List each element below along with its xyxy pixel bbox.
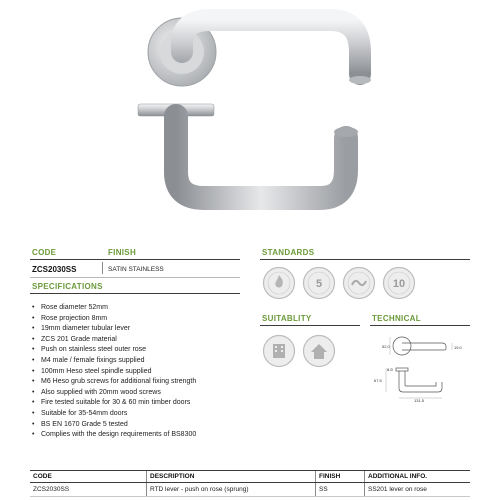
table-header-row bbox=[30, 471, 470, 483]
finish-column-label: FINISH bbox=[108, 248, 137, 257]
order-table bbox=[30, 470, 470, 497]
commercial-building-icon bbox=[262, 334, 296, 368]
dim-projection: 67.5 bbox=[374, 378, 382, 383]
code-column-label: CODE bbox=[32, 248, 57, 257]
spec-item: • 19mm diameter tubular lever bbox=[32, 324, 196, 335]
product-code: ZCS2030SS bbox=[32, 265, 77, 274]
spec-item: • BS EN 1670 Grade 5 tested bbox=[32, 420, 196, 431]
corrosion-resistance-badge-icon bbox=[342, 266, 376, 300]
dim-lever-length: 131.5 bbox=[414, 398, 425, 402]
table-row bbox=[30, 483, 470, 497]
row-divider bbox=[30, 277, 240, 278]
spec-item: • Suitable for 35-54mm doors bbox=[32, 409, 196, 420]
residential-house-icon bbox=[302, 334, 336, 368]
technical-divider bbox=[370, 325, 470, 326]
spec-item: • M4 male / female fixings supplied bbox=[32, 356, 196, 367]
technical-heading: TECHNICAL bbox=[372, 314, 421, 323]
lever-handle-illustration bbox=[0, 0, 500, 232]
grade-5-badge-icon bbox=[302, 266, 336, 300]
suitability-divider bbox=[260, 325, 360, 326]
spec-item: • Rose diameter 52mm bbox=[32, 303, 196, 314]
dim-rose-diameter: 52.0 bbox=[382, 344, 390, 349]
spec-item: • Complies with the design requirements of BS8300 bbox=[32, 430, 196, 441]
fire-rated-badge-icon bbox=[262, 266, 296, 300]
cell-code: ZCS2030SS bbox=[30, 483, 147, 497]
col-additional-info: ADDITIONAL INFO. bbox=[365, 471, 471, 483]
suitability-heading: SUITABLITY bbox=[262, 314, 312, 323]
spec-item: • ZCS 201 Grade material bbox=[32, 335, 196, 346]
spec-item: • M6 Heso grub screws for additional fixing strength bbox=[32, 377, 196, 388]
standards-divider bbox=[260, 259, 470, 260]
dim-rose-projection: 8.0 bbox=[387, 367, 393, 372]
product-finish: SATIN STAINLESS bbox=[108, 266, 164, 273]
header-divider bbox=[30, 259, 240, 260]
grade-5-badge-text: 5 bbox=[315, 278, 323, 290]
spec-item: • Also supplied with 20mm wood screws bbox=[32, 388, 196, 399]
col-description: DESCRIPTION bbox=[147, 471, 316, 483]
specifications-list bbox=[32, 303, 196, 441]
technical-drawing bbox=[372, 330, 472, 402]
spec-item: • Rose projection 8mm bbox=[32, 314, 196, 325]
spec-item: • 100mm Heso steel spindle supplied bbox=[32, 367, 196, 378]
specifications-divider bbox=[30, 293, 240, 294]
cell-additional-info: SS201 lever on rose bbox=[365, 483, 471, 497]
product-image bbox=[0, 0, 500, 232]
cell-finish: SS bbox=[316, 483, 365, 497]
ten-year-guarantee-badge-icon bbox=[382, 266, 416, 300]
spec-item: • Fire tested suitable for 30 & 60 min timber doors bbox=[32, 398, 196, 409]
cell-description: RTD lever - push on rose (sprung) bbox=[147, 483, 316, 497]
column-divider bbox=[102, 262, 103, 274]
specifications-heading: SPECIFICATIONS bbox=[32, 282, 103, 291]
spec-item: • Push on stainless steel outer rose bbox=[32, 345, 196, 356]
standards-heading: STANDARDS bbox=[262, 248, 315, 257]
ten-year-badge-text: 10 bbox=[392, 278, 406, 290]
col-code: CODE bbox=[30, 471, 147, 483]
col-finish: FINISH bbox=[316, 471, 365, 483]
dim-lever-diameter: 19.0 bbox=[454, 345, 462, 350]
